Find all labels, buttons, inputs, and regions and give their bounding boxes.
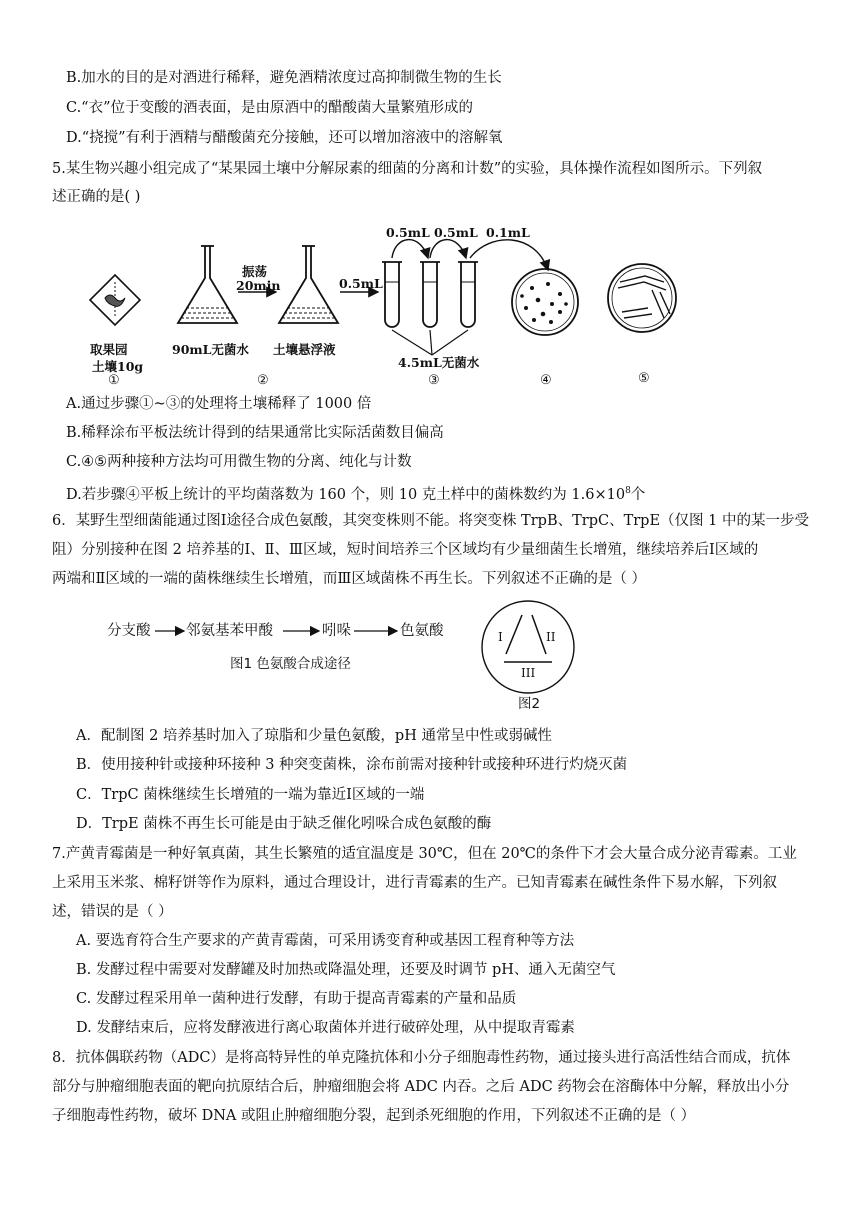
q5-option-d: D.若步骤④平板上统计的平均菌落数为 160 个，则 10 克土样中的菌株数约为 $1.6\times 10^8$个 xyxy=(66,486,646,503)
q4-option-d: D.“挠搅”有利于酒精与醋酸菌充分接触，还可以增加溶液中的溶解氧 xyxy=(66,130,503,146)
q6-option-d: D．TrpE 菌株不再生长可能是由于缺乏催化吲哚合成色氨酸的酶 xyxy=(76,816,492,832)
shake-label-2: 20min xyxy=(236,278,281,293)
q7-option-d: D. 发酵结束后，应将发酵液进行离心取菌体并进行破碎处理，从中提取青霉素 xyxy=(76,1020,575,1036)
soil-label-2: 土壤10g xyxy=(92,359,144,374)
transfer-volume-label-1: 0.5mL xyxy=(386,225,430,240)
q8-stem-line1: 8．抗体偶联药物（ADC）是将高特异性的单克隆抗体和小分子细胞毒性药物，通过接头进行高活性结合而成，抗体 xyxy=(52,1050,791,1066)
q4-option-b: B.加水的目的是对酒进行稀释，避免酒精浓度过高抑制微生物的生长 xyxy=(66,70,502,86)
q7-option-a: A. 要选育符合生产要求的产黄青霉菌，可采用诱变育种或基因工程育种等方法 xyxy=(76,933,575,949)
transfer-volume-label-3: 0.5mL xyxy=(339,276,383,291)
q8-stem-line2: 部分与肿瘤细胞表面的靶向抗原结合后，肿瘤细胞会将 ADC 内吞。之后 ADC 药物会在溶酶体中分解，释放出小分 xyxy=(52,1079,790,1095)
q7-stem-line3: 述，错误的是（ ） xyxy=(52,904,173,920)
soil-label-1: 取果园 xyxy=(90,342,128,357)
tube-arc-arrow-2 xyxy=(430,240,466,258)
flask-sterile-water-icon xyxy=(178,246,237,323)
transfer-volume-label-4: 0.1mL xyxy=(486,225,530,240)
q5-option-c: C.④⑤两种接种方法均可用微生物的分离、纯化与计数 xyxy=(66,454,412,470)
pathway-step-4: 色氨酸 xyxy=(400,623,444,639)
q5-stem-line2: 述正确的是( ) xyxy=(52,189,141,205)
flask1-label: 90mL无菌水 xyxy=(172,342,249,357)
test-tube-3-icon xyxy=(458,262,478,327)
q5-option-a: A.通过步骤①~③的处理将土壤稀释了 1000 倍 xyxy=(66,396,372,412)
transfer-volume-label-2: 0.5mL xyxy=(434,225,478,240)
q7-option-b: B. 发酵过程中需要对发酵罐及时加热或降温处理，还要及时调节 pH、通入无菌空气 xyxy=(76,962,616,978)
tubes-label: 4.5mL无菌水 xyxy=(398,355,480,370)
tube-to-plate-arrow xyxy=(470,240,548,270)
pathway-step-3: 吲哚 xyxy=(322,623,351,639)
q5-option-b: B.稀释涂布平板法统计得到的结果通常比实际活菌数目偏高 xyxy=(66,425,444,441)
step-3-marker: ③ xyxy=(428,373,440,388)
pathway-step-2: 邻氨基苯甲酸 xyxy=(186,623,273,639)
q6-stem-line3: 两端和Ⅱ区域的一端的菌株继续生长增殖，而Ⅲ区域菌株不再生长。下列叙述不正确的是（ ） xyxy=(52,571,646,587)
spread-plate-icon xyxy=(512,269,578,335)
q6-option-b: B．使用接种针或接种环接种 3 种突变菌株，涂布前需对接种针或接种环进行灼烧灭菌 xyxy=(76,757,628,773)
q8-stem-line3: 子细胞毒性药物，破坏 DNA 或阻止肿瘤细胞分裂，起到杀死细胞的作用，下列叙述不正确的是（ ） xyxy=(52,1108,696,1124)
region-3-label: III xyxy=(521,666,536,680)
step-4-marker: ④ xyxy=(540,373,552,388)
step-5-marker: ⑤ xyxy=(638,371,650,386)
region-1-label: I xyxy=(498,630,503,644)
q4-option-c: C.“衣”位于变酸的酒表面，是由原酒中的醋酸菌大量繁殖形成的 xyxy=(66,100,474,116)
soil-sample-icon xyxy=(90,275,140,325)
q5-stem-line1: 5.某生物兴趣小组完成了“某果园土壤中分解尿素的细菌的分离和计数”的实验，具体操作流程如图所示。下列叙 xyxy=(52,161,763,177)
figure2-caption: 图2 xyxy=(518,696,541,712)
region-2-label: II xyxy=(546,630,556,644)
q6-option-a: A．配制图 2 培养基时加入了琼脂和少量色氨酸，pH 通常呈中性或弱碱性 xyxy=(76,728,552,744)
flask2-label: 土壤悬浮液 xyxy=(273,342,336,357)
q7-stem-line2: 上采用玉米浆、棉籽饼等作为原料，通过合理设计，进行青霉素的生产。已知青霉素在碱性条件下易水解，下列叙 xyxy=(52,875,777,891)
petri-dish-diagram xyxy=(0,598,868,698)
q6-option-c: C．TrpC 菌株继续生长增殖的一端为靠近Ⅰ区域的一端 xyxy=(76,787,425,803)
q6-stem-line2: 阻）分别接种在图 2 培养基的Ⅰ、Ⅱ、Ⅲ区域，短时间培养三个区域均有少量细菌生长增殖，继续培养后Ⅰ区域的 xyxy=(52,542,759,558)
figure1-caption: 图1 色氨酸合成途径 xyxy=(230,656,351,672)
flask-soil-suspension-icon xyxy=(279,246,338,323)
q7-stem-line1: 7.产黄青霉菌是一种好氧真菌，其生长繁殖的适宜温度是 30℃，但在 20℃的条件下才会大量合成分泌青霉素。工业 xyxy=(52,846,797,862)
test-tube-1-icon xyxy=(382,262,402,327)
step-1-marker: ① xyxy=(108,373,120,388)
q6-stem-line1: 6．某野生型细菌能通过图Ⅰ途径合成色氨酸，其突变株则不能。将突变株 TrpB、TrpC、TrpE（仅图 1 中的某一步受 xyxy=(52,513,809,529)
q7-option-c: C. 发酵过程采用单一菌种进行发酵，有助于提高青霉素的产量和品质 xyxy=(76,991,517,1007)
pathway-step-1: 分支酸 xyxy=(107,623,151,639)
step-2-marker: ② xyxy=(257,373,269,388)
shake-label-1: 振荡 xyxy=(242,264,268,279)
tube-arc-arrow-1 xyxy=(392,240,428,258)
test-tube-2-icon xyxy=(420,262,440,327)
streak-plate-icon xyxy=(608,264,676,332)
